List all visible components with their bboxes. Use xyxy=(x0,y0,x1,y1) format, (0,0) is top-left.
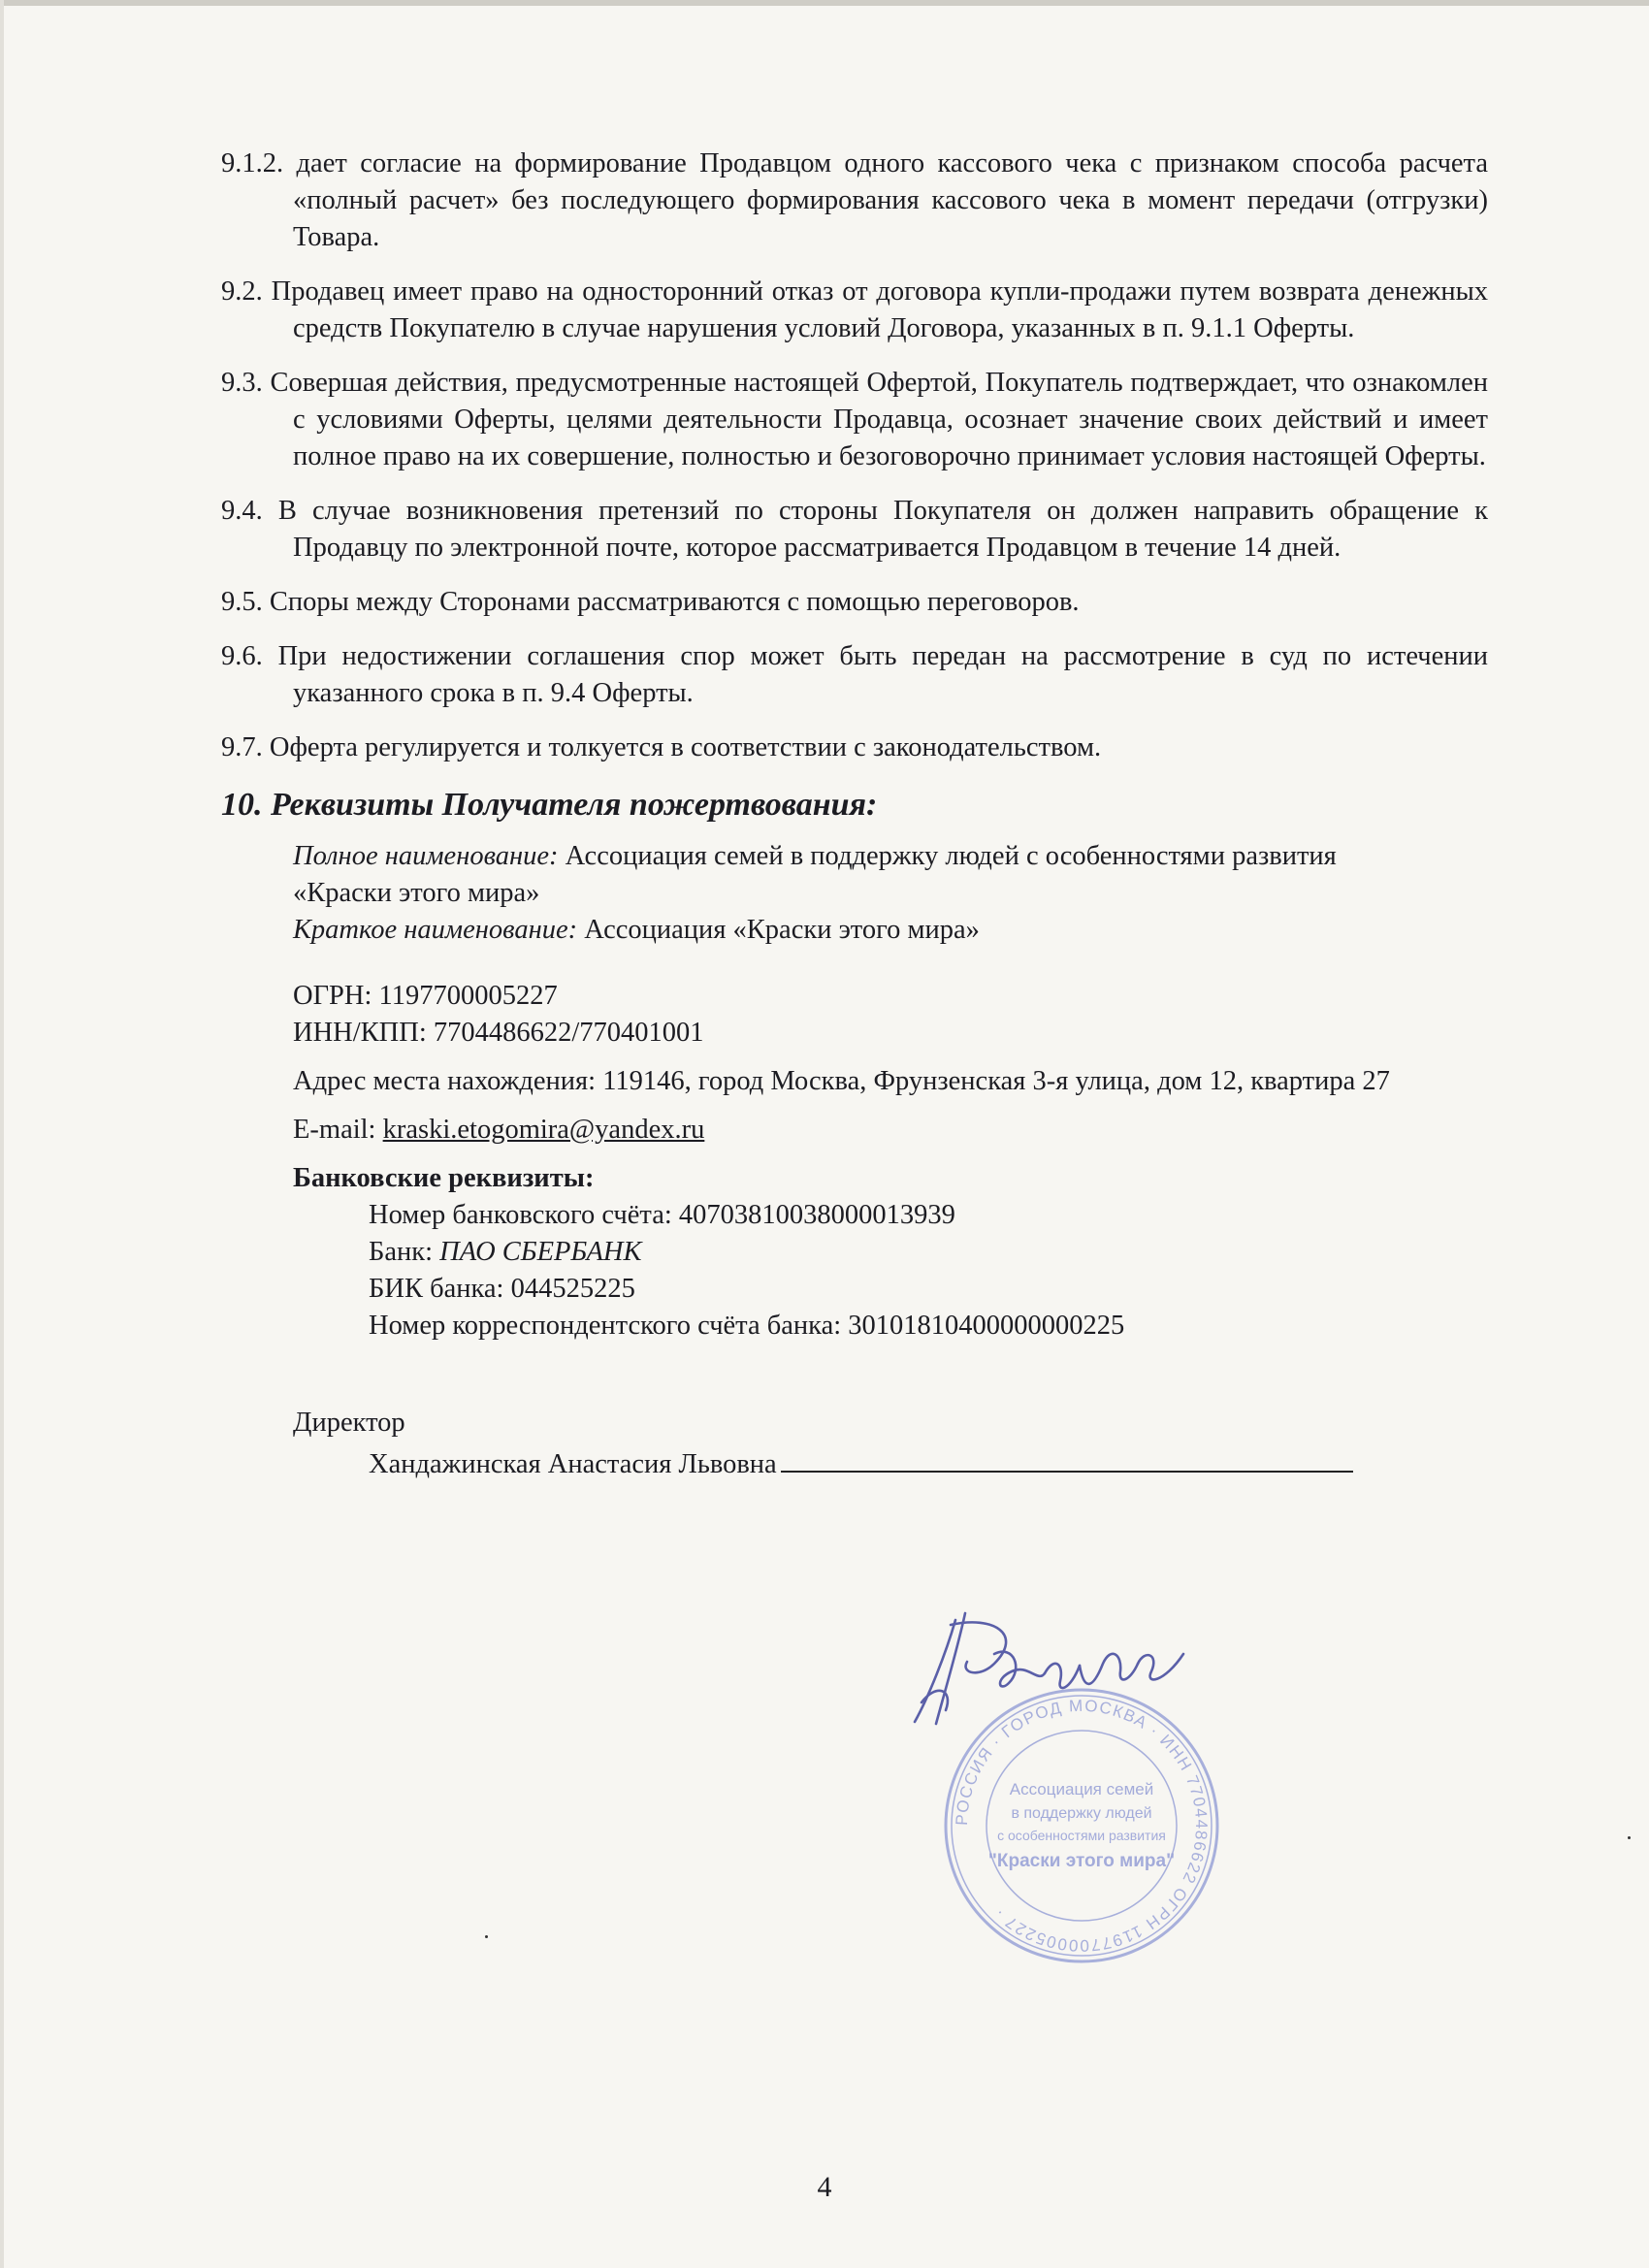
signer-name: Хандажинская Анастасия Львовна xyxy=(369,1449,777,1479)
scan-speck xyxy=(1628,1836,1631,1839)
stamp-line-2: в поддержку людей xyxy=(1011,1805,1152,1822)
ogrn: ОГРН: 1197700005227 xyxy=(293,981,558,1011)
signature-line xyxy=(781,1442,1353,1473)
recipient-details xyxy=(221,838,1488,1483)
clause-9-1-2: 9.1.2. дает согласие на формирование Продавцом одного кассового чека с признаком способа расчета «полный расчет» без последующего формирования кассового чека в момент передачи (отгрузки) Товара. xyxy=(221,148,1489,252)
page-number: 4 xyxy=(817,2171,832,2203)
scan-edge xyxy=(0,0,1649,6)
inn-kpp: ИНН/КПП: 7704486622/770401001 xyxy=(293,1018,704,1048)
bank-corr-account: Номер корреспондентского счёта банка: 30101810400000000225 xyxy=(369,1311,1125,1341)
clause-9-5: 9.5. Споры между Сторонами рассматриваются с помощью переговоров. xyxy=(221,587,1080,617)
email-link[interactable]: kraski.etogomira@yandex.ru xyxy=(382,1115,705,1145)
clause-9-7: 9.7. Оферта регулируется и толкуется в соответствии с законодательством. xyxy=(221,732,1102,762)
signer-position: Директор xyxy=(293,1408,405,1438)
bank-account: Номер банковского счёта: 40703810038000013939 xyxy=(369,1200,955,1230)
address: Адрес места нахождения: 119146, город Москва, Фрунзенская 3-я улица, дом 12, квартира 27 xyxy=(293,1066,1390,1096)
bank-details xyxy=(293,1197,1488,1345)
stamp-line-4: "Краски этого мира" xyxy=(987,1851,1176,1871)
clause-9-4: 9.4. В случае возникновения претензий по стороны Покупателя он должен направить обращение к Продавцу по электронной почте, которое рассматривается Продавцом в течение 14 дней. xyxy=(221,496,1488,563)
signer-line xyxy=(293,1442,1488,1483)
scan-edge-left xyxy=(0,0,4,2268)
stamp-ring-text: РОССИЯ · ГОРОД МОСКВА · ИНН 7704486622 ОГРН 1197700005227 · xyxy=(952,1696,1212,1956)
full-name-cont: «Краски этого мира» xyxy=(293,878,540,908)
document-body xyxy=(221,146,1488,1483)
email: E-mail: kraski.etogomira@yandex.ru xyxy=(293,1115,705,1145)
clause-9-6: 9.6. При недостижении соглашения спор может быть передан на рассмотрение в суд по истечении указанного срока в п. 9.4 Оферты. xyxy=(221,641,1488,708)
clause-9-2: 9.2. Продавец имеет право на односторонний отказ от договора купли-продажи путем возврата денежных средств Покупателю в случае нарушения условий Договора, указанных в п. 9.1.1 Оферты. xyxy=(221,276,1488,343)
section-title: 10. Реквизиты Получателя пожертвования: xyxy=(221,787,878,823)
scan-speck xyxy=(485,1935,488,1938)
signature-block xyxy=(293,1405,1488,1483)
organization-stamp xyxy=(936,1680,1227,1971)
clause-9-3: 9.3. Совершая действия, предусмотренные настоящей Офертой, Покупатель подтверждает, что ознакомлен с условиями Оферты, целями деятельности Продавца, осознает значение своих действий и имеет полное право на их совершение, полностью и безоговорочно принимает условия настоящей Оферты. xyxy=(221,368,1488,471)
full-name: Полное наименование: Ассоциация семей в поддержку людей с особенностями развития xyxy=(293,841,1337,871)
stamp-line-1: Ассоциация семей xyxy=(1009,1780,1154,1798)
short-name: Краткое наименование: Ассоциация «Краски этого мира» xyxy=(293,915,980,945)
stamp-line-3: с особенностями развития xyxy=(997,1828,1166,1843)
bank-bik: БИК банка: 044525225 xyxy=(369,1274,635,1304)
bank-name: Банк: ПАО СБЕРБАНК xyxy=(369,1237,642,1267)
bank-heading: Банковские реквизиты: xyxy=(293,1163,595,1193)
